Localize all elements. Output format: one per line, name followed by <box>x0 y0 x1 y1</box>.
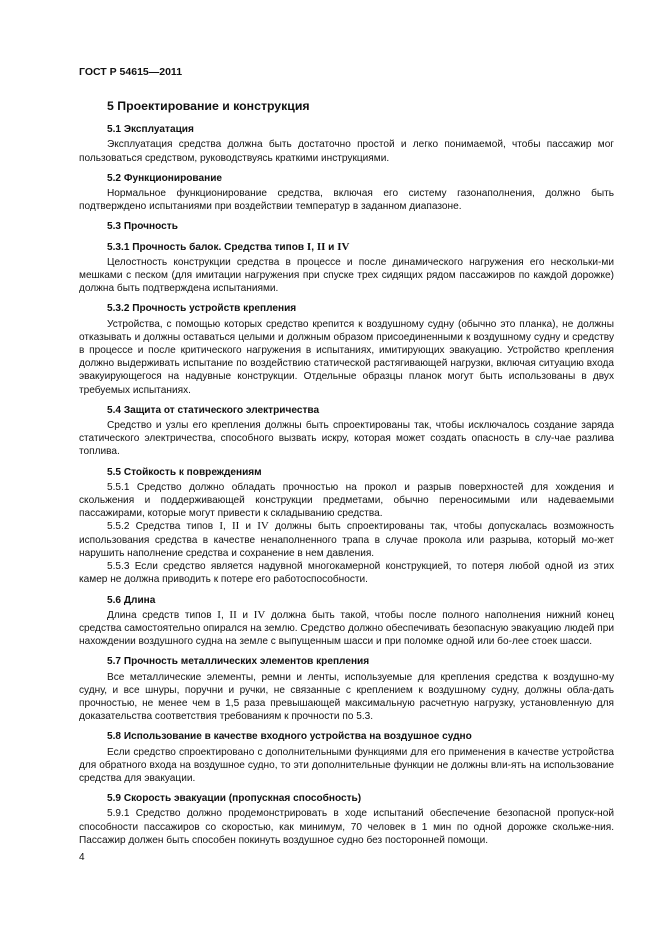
section-5-3-2-text: Устройства, с помощью которых средство крепится к воздушному судну (обычно это планка), не должны отказывать и должны оставаться целыми и должным образом присоединенными к воздушному судну и средству в процессе и после критического нагружения в испытаниях, имитирующих эвакуацию. Устройство крепления должно выдерживать испытание по воздействию статической растягивающей нагрузки, включая ситуацию входа эвакуирующегося на надувные конструкции. Отдельные образцы планок могут быть использованы в двух требуемых испытаниях. <box>79 318 614 396</box>
section-5-5-title: 5.5 Стойкость к повреждениям <box>107 466 262 478</box>
section-5-6-text: Длина средств типов I, II и IV должна быть такой, чтобы после полного наполнения нижний конец средства самостоятельно опирался на землю. Средство должно обеспечивать безопасную эвакуацию людей при нахождении воздушного судна на земле с выпущенным шасси и при поломке одной или бо-лее стоек шасси. <box>79 608 614 648</box>
section-5-4-title: 5.4 Защита от статического электричества <box>107 404 320 416</box>
section-5-title: 5 Проектирование и конструкция <box>107 99 310 113</box>
section-5-7-text: Все металлические элементы, ремни и ленты, используемые для крепления средства к воздушно-му судну, и все шнуры, поручни и ручки, не связанные с креплением к воздушному судну, должны обла-дать прочностью, не менее чем в 1,5 раза превышающей максимальную расчетную нагрузку, установленную для доказательства соответствия требованиям к прочности по 5.3. <box>79 671 614 723</box>
section-5-3-2-title: 5.3.2 Прочность устройств крепления <box>107 303 297 315</box>
document-header: ГОСТ Р 54615—2011 <box>79 66 183 78</box>
document-body <box>79 100 614 847</box>
section-5-7-title: 5.7 Прочность металлических элементов крепления <box>107 656 370 668</box>
section-5-9-1-text: 5.9.1 Средство должно продемонстрировать в ходе испытаний обеспечение безопасной пропуск-ной способности пассажиров со скоростью, как минимум, 70 человек в 1 мин по одной дорожке скольже-ния. Пассажир должен быть способен покинуть воздушное судно без посторонней помощи. <box>79 808 614 846</box>
section-5-5-2-text: 5.5.2 Средства типов I, II и IV должны быть спроектированы так, чтобы допускалась возможность использования средства в качестве ненаполненного трапа в случае прокола или разрыва, который мо-жет нарушить наполнение средства и сохранение в нем давления. <box>79 520 615 559</box>
section-5-9-title: 5.9 Скорость эвакуации (пропускная способность) <box>107 793 362 805</box>
section-5-3-title: 5.3 Прочность <box>107 221 178 233</box>
section-5-3-1-title: 5.3.1 Прочность балок. Средства типов I, II и IV <box>107 240 350 253</box>
section-5-5-3-text: 5.5.3 Если средство является надувной многокамерной конструкцией, то потеря любой одной из этих камер не должна приводить к потере его работоспособности. <box>79 561 614 586</box>
section-5-2-text: Нормальное функционирование средства, включая его систему газонаполнения, должно быть подтверждено испытаниями при воздействии температур в заданном диапазоне. <box>79 188 614 213</box>
page-number: 4 <box>79 852 85 863</box>
section-5-2-title: 5.2 Функционирование <box>107 172 223 184</box>
section-5-8-text: Если средство спроектировано с дополнительными функциями для его применения в качестве устройства для обратного входа на воздушное судно, то эти дополнительные функции не должны вли-ять на использование средства для эвакуации. <box>79 746 614 784</box>
section-5-1-title: 5.1 Эксплуатация <box>107 124 194 136</box>
section-5-1-text: Эксплуатация средства должна быть достаточно простой и легко понимаемой, чтобы пассажир мог пользоваться средством, руководствуясь краткими инструкциями. <box>79 139 614 164</box>
section-5-5-1-text: 5.5.1 Средство должно обладать прочностью на прокол и разрыв поверхностей для хождения и скольжения и поддерживающей конструкции предметами, обычно переносимыми или надеваемыми пассажирами, которые могут привести к складыванию средства. <box>79 481 614 520</box>
section-5-4-text: Средство и узлы его крепления должны быть спроектированы так, чтобы исключалось создание заряда статического электричества, способного вызвать искру, которая может создать опасность в слу-чае разлива топлива. <box>79 420 614 458</box>
section-5-8-title: 5.8 Использование в качестве входного устройства на воздушное судно <box>107 731 472 743</box>
section-5-3-1-text: Целостность конструкции средства в процессе и после динамического нагружения его нескольки-ми мешками с песком (для имитации нагружения при спуске трех сидящих рядом пассажиров по каждой дорожке) должна быть подтверждена испытаниями. <box>79 256 614 295</box>
section-5-6-title: 5.6 Длина <box>107 594 156 606</box>
